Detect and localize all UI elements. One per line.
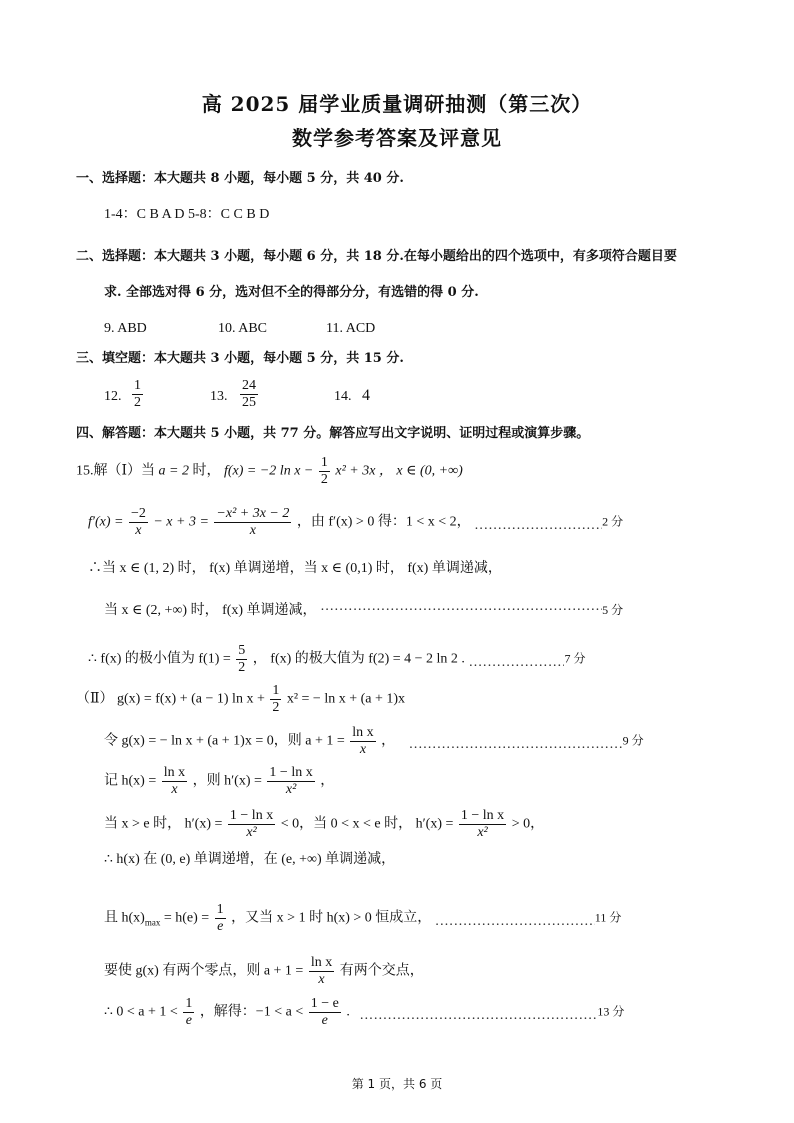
- page-subtitle: 数学参考答案及评意见: [292, 126, 502, 150]
- fraction-numerator: ln x: [163, 765, 186, 780]
- fraction-denominator: 2: [134, 395, 141, 410]
- page-title: 高 2025 届学业质量调研抽测（第三次）: [201, 92, 593, 116]
- solution-line-13: [104, 996, 624, 1029]
- text: 有两个交点，: [339, 963, 424, 979]
- math-expr: ∴ 0 < a + 1 <: [104, 1004, 178, 1020]
- math-expr: ，则 h′(x) =: [192, 773, 262, 789]
- solution-line-9: [104, 808, 544, 841]
- fraction-numerator: 1 − e: [310, 996, 339, 1011]
- fraction-numerator: −2: [130, 506, 146, 521]
- answer-13-fraction: [240, 378, 258, 411]
- section-2-heading-line2: 求. 全部选对得 6 分，选对但不全的得部分分，有选错的得 0 分.: [104, 285, 479, 300]
- math-expr: 要使 g(x) 有两个零点，则 a + 1 =: [104, 963, 304, 979]
- math-expr: x² + 3x ， x ∈ (0, +∞): [335, 463, 463, 479]
- fraction-denominator: x: [249, 523, 256, 538]
- leader-dots: [320, 602, 602, 620]
- fraction-numerator: 1: [320, 455, 328, 470]
- text: 时，: [192, 463, 221, 479]
- leader-dots: [474, 521, 602, 539]
- fraction-denominator: 25: [242, 395, 256, 410]
- math-expr: − x + 3 =: [153, 514, 209, 530]
- answer-12-label: 12.: [104, 389, 122, 404]
- math-expr: ， f(x) 的极大值为 f(2) = 4 − 2 ln 2 .: [252, 651, 465, 667]
- fraction-denominator: e: [217, 919, 224, 934]
- fraction-denominator: x: [318, 972, 325, 987]
- score-points: 9 分: [622, 733, 644, 748]
- fraction-numerator: 1 − ln x: [460, 808, 505, 823]
- fraction-denominator: x: [359, 742, 367, 757]
- fraction-numerator: 1 − ln x: [269, 765, 313, 780]
- fraction-numerator: ln x: [310, 955, 333, 970]
- fraction-denominator: 2: [272, 700, 280, 715]
- answer-11: 11. ACD: [326, 321, 376, 336]
- math-expr: x² = − ln x + (a + 1)x: [286, 691, 406, 707]
- fraction-denominator: x: [171, 782, 178, 797]
- leader-dots: [435, 917, 595, 935]
- score-points: 5 分: [602, 603, 624, 617]
- fraction-denominator: x: [135, 523, 142, 538]
- fraction-denominator: e: [185, 1013, 192, 1028]
- solution-line-2: [88, 506, 623, 539]
- score-points: 13 分: [597, 1004, 625, 1019]
- section-1-answers: 1-4：C B A D 5-8：C C B D: [104, 207, 270, 222]
- solution-line-5: [88, 643, 585, 676]
- leader-dots: [359, 1011, 597, 1029]
- math-expr: ，解得：−1 < a <: [199, 1004, 304, 1020]
- leader-dots: [409, 740, 623, 758]
- math-expr: ∴ f(x) 的极小值为 f(1) =: [88, 651, 231, 667]
- answer-9: 9. ABD: [104, 321, 147, 336]
- answer-14-label: 14.: [334, 389, 352, 404]
- math-expr: < 0，当 0 < x < e 时， h′(x) =: [280, 816, 454, 832]
- math-expr: > 0，: [511, 816, 545, 832]
- text: 当 x ∈ (2, +∞) 时， f(x) 单调递减，: [104, 603, 317, 618]
- text: ，: [381, 733, 396, 749]
- section-4-heading: 四、解答题：本大题共 5 小题，共 77 分。解答应写出文字说明、证明过程或演算步骤。: [76, 426, 590, 441]
- math-expr: f(x) = −2 ln x −: [223, 463, 314, 479]
- fraction-denominator: e: [321, 1013, 328, 1028]
- page-footer: 第 1 页，共 6 页: [351, 1077, 443, 1091]
- score-points: 11 分: [594, 910, 622, 925]
- fraction-denominator: x²: [477, 825, 488, 840]
- solution-line-6: [76, 683, 405, 716]
- math-expr: 且 h(x): [104, 910, 145, 926]
- fraction-denominator: x²: [285, 782, 297, 797]
- fraction-numerator: 1: [272, 683, 280, 698]
- fraction-numerator: 5: [238, 643, 246, 658]
- section-1-heading: 一、选择题：本大题共 8 小题，每小题 5 分，共 40 分.: [76, 171, 404, 186]
- solution-line-12: [104, 955, 424, 988]
- answer-14-value: 4: [362, 387, 370, 404]
- text: ，又当 x > 1 时 h(x) > 0 恒成立，: [231, 910, 432, 926]
- answer-12-fraction: [132, 378, 143, 411]
- text: ，由 f′(x) > 0 得：1 < x < 2，: [296, 514, 471, 530]
- math-expr: 当 x > e 时， h′(x) =: [104, 816, 223, 832]
- fraction-numerator: 24: [242, 378, 256, 393]
- solution-line-1: [76, 455, 463, 488]
- math-expr: a = 2: [158, 463, 189, 479]
- fraction-numerator: 1: [216, 902, 224, 917]
- text: ，: [320, 773, 335, 789]
- solution-line-4: [104, 601, 623, 620]
- section-2-heading-line1: 二、选择题：本大题共 3 小题，每小题 6 分，共 18 分.在每小题给出的四个选项中，有多项符合题目要: [76, 249, 677, 264]
- math-expr: （Ⅱ） g(x) = f(x) + (a − 1) ln x +: [76, 691, 265, 707]
- solution-line-3: ∴当 x ∈ (1, 2) 时， f(x) 单调递增，当 x ∈ (0,1) 时， f(x) 单调递减，: [88, 561, 502, 576]
- fraction-denominator: x²: [246, 825, 257, 840]
- solution-label: 15.解（Ⅰ）当: [76, 463, 156, 479]
- answer-10: 10. ABC: [218, 321, 268, 336]
- fraction-numerator: 1: [134, 378, 141, 393]
- section-3-heading: 三、填空题：本大题共 3 小题，每小题 5 分，共 15 分.: [76, 351, 404, 366]
- solution-line-10: ∴ h(x) 在 (0, e) 单调递增，在 (e, +∞) 单调递减，: [104, 852, 396, 867]
- fraction-numerator: 1: [185, 996, 193, 1011]
- score-points: 2 分: [602, 514, 624, 529]
- fraction-numerator: 1 − ln x: [229, 808, 274, 823]
- answer-13-label: 13.: [210, 389, 228, 404]
- subscript: max: [144, 917, 161, 928]
- fraction-numerator: −x² + 3x − 2: [216, 506, 290, 521]
- math-expr: 记 h(x) =: [104, 773, 157, 789]
- text: .: [346, 1004, 350, 1020]
- score-points: 7 分: [564, 651, 586, 666]
- math-expr: = h(e) =: [163, 910, 210, 926]
- solution-line-8: [104, 765, 334, 798]
- solution-line-7: [104, 725, 644, 758]
- fraction-denominator: 2: [238, 660, 246, 675]
- fraction-numerator: ln x: [352, 725, 374, 740]
- solution-line-11: [104, 902, 621, 935]
- leader-dots: [468, 658, 564, 676]
- math-expr: 令 g(x) = − ln x + (a + 1)x = 0，则 a + 1 =: [104, 733, 345, 749]
- fraction-denominator: 2: [320, 472, 328, 487]
- math-expr: f′(x) =: [88, 514, 124, 530]
